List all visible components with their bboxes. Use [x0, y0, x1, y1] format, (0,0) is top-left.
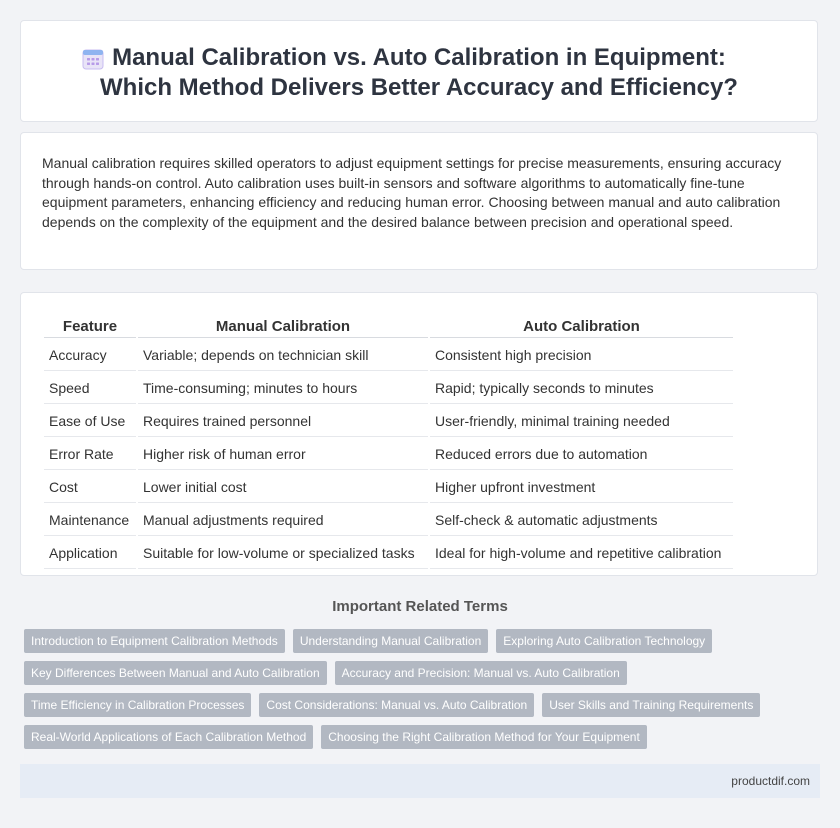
cell-auto: Consistent high precision [430, 340, 733, 371]
related-term-tag[interactable]: Understanding Manual Calibration [293, 629, 488, 653]
related-terms-title: Important Related Terms [332, 598, 508, 615]
table-row [44, 505, 733, 536]
intro-paragraph: Manual calibration requires skilled operators to adjust equipment settings for precise measurements, ensuring accuracy through hands-on control. Auto calibration uses built-in sensors and software algorithms to automatically fine-tune equipment parameters, enhancing efficiency and reducing human error. Choosing between manual and auto calibration depends on the complexity of the equipment and the desired balance between precision and operational speed. [42, 155, 782, 230]
related-term-tag[interactable]: Introduction to Equipment Calibration Methods [24, 629, 285, 653]
comparison-table-card [20, 292, 818, 576]
intro-card [20, 132, 818, 270]
table-row [44, 373, 733, 404]
cell-auto: User-friendly, minimal training needed [430, 406, 733, 437]
tag-row [24, 661, 824, 685]
table-row [44, 439, 733, 470]
cell-manual: Lower initial cost [138, 472, 428, 503]
cell-auto: Ideal for high-volume and repetitive calibration [430, 538, 733, 569]
footer-site-link[interactable]: productdif.com [731, 774, 810, 788]
cell-feature: Maintenance [44, 505, 136, 536]
comparison-table [42, 313, 735, 571]
cell-auto: Higher upfront investment [430, 472, 733, 503]
tag-row [24, 693, 824, 717]
tag-row [24, 725, 824, 749]
table-header-row [44, 315, 733, 338]
cell-manual: Time-consuming; minutes to hours [138, 373, 428, 404]
cell-auto: Reduced errors due to automation [430, 439, 733, 470]
cell-feature: Application [44, 538, 136, 569]
cell-feature: Ease of Use [44, 406, 136, 437]
header-feature: Feature [44, 315, 136, 338]
cell-auto: Self-check & automatic adjustments [430, 505, 733, 536]
table-row [44, 538, 733, 569]
table-row [44, 340, 733, 371]
page-title: Manual Calibration vs. Auto Calibration in Equipment: Which Method Delivers Better Accuracy and Efficiency? [100, 44, 738, 101]
cell-feature: Accuracy [44, 340, 136, 371]
title-card [20, 20, 818, 122]
related-term-tag[interactable]: Key Differences Between Manual and Auto Calibration [24, 661, 327, 685]
related-terms-list [24, 629, 824, 757]
header-manual: Manual Calibration [138, 315, 428, 338]
footer [20, 764, 820, 798]
cell-feature: Error Rate [44, 439, 136, 470]
related-term-tag[interactable]: Accuracy and Precision: Manual vs. Auto Calibration [335, 661, 627, 685]
cell-manual: Higher risk of human error [138, 439, 428, 470]
related-term-tag[interactable]: Time Efficiency in Calibration Processes [24, 693, 251, 717]
table-row [44, 406, 733, 437]
cell-feature: Cost [44, 472, 136, 503]
header-auto: Auto Calibration [430, 315, 733, 338]
table-row [44, 472, 733, 503]
related-term-tag[interactable]: Real-World Applications of Each Calibration Method [24, 725, 313, 749]
tag-row [24, 629, 824, 653]
cell-auto: Rapid; typically seconds to minutes [430, 373, 733, 404]
cell-manual: Variable; depends on technician skill [138, 340, 428, 371]
related-term-tag[interactable]: User Skills and Training Requirements [542, 693, 760, 717]
related-term-tag[interactable]: Choosing the Right Calibration Method for Your Equipment [321, 725, 647, 749]
related-term-tag[interactable]: Cost Considerations: Manual vs. Auto Calibration [259, 693, 534, 717]
related-term-tag[interactable]: Exploring Auto Calibration Technology [496, 629, 712, 653]
cell-manual: Suitable for low-volume or specialized tasks [138, 538, 428, 569]
cell-manual: Requires trained personnel [138, 406, 428, 437]
cell-manual: Manual adjustments required [138, 505, 428, 536]
cell-feature: Speed [44, 373, 136, 404]
